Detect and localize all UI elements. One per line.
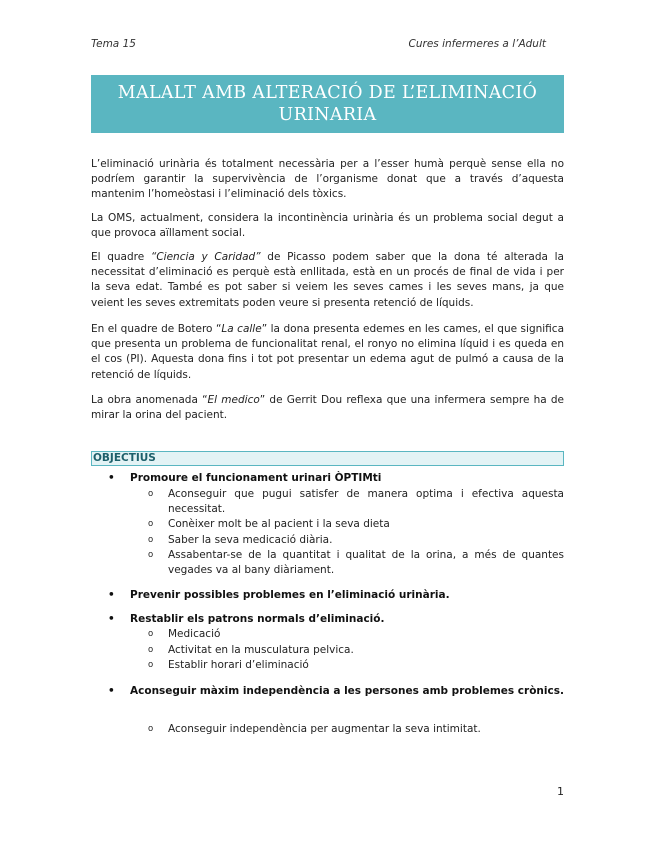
picasso-text-pre: El quadre — [91, 251, 151, 263]
objective-subitem: o Assabentar-se de la quantitat i qualitat de la orina, a més de quantes vegades va al bany diàriament. — [168, 548, 564, 578]
objective-item: • Restablir els patrons normals d’eliminació. — [130, 611, 564, 628]
objective-subitem: o Saber la seva medicació diària. — [168, 533, 564, 548]
dou-artwork-title: El medico — [207, 394, 260, 406]
dou-text-pre: La obra anomenada “ — [91, 394, 208, 406]
objective-item: • Aconseguir màxim independència a les persones amb problemes crònics. — [130, 683, 564, 700]
picasso-paragraph — [91, 250, 564, 311]
botero-paragraph — [91, 322, 564, 383]
intro-paragraph: L’eliminació urinària és totalment necessària per a l’esser humà perquè sense ella no podríem garantir la supervivència de l’organisme donat que a través d’aquesta mantenim l’homeòstasi i l’eliminació dels tòxics. — [91, 158, 564, 201]
objective-item: • Prevenir possibles problemes en l’eliminació urinària. — [130, 587, 564, 604]
oms-paragraph: La OMS, actualment, considera la incontinència urinària és un problema social degut a que provoca aïllament social. — [91, 212, 564, 240]
objective-subitem: o Aconseguir independència per augmentar la seva intimitat. — [168, 722, 564, 737]
dou-paragraph — [91, 393, 564, 423]
objective-subitem: o Establir horari d’eliminació — [168, 658, 564, 673]
botero-text-pre: En el quadre de Botero “ — [91, 323, 222, 335]
page-number: 1 — [557, 785, 564, 798]
objective-subitem: o Activitat en la musculatura pelvica. — [168, 643, 564, 658]
objective-subitem: o Medicació — [168, 627, 564, 642]
dou-text-post: ” de Gerrit Dou reflexa que una infermera sempre ha de mirar la orina del pacient. — [91, 394, 565, 422]
picasso-text-post: de Picasso podem saber que la dona té alterada la necessitat d’eliminació es perquè està enllitada, està en un procés de final de vida i per la seva edat. També es pot saber si veiem les seves cames i les seves mans, ja que veient les seves extremitats poden veure si presenta retenció de líquids. — [91, 251, 564, 309]
botero-artwork-title: La calle — [221, 323, 262, 335]
objective-item: • Promoure el funcionament urinari ÒPTIMti — [130, 470, 564, 487]
objective-subitem: o Aconseguir que pugui satisfer de manera optima i efectiva aquesta necessitat. — [168, 487, 564, 517]
objectius-heading: OBJECTIUS — [91, 451, 564, 466]
objective-subitem: o Conèixer molt be al pacient i la seva dieta — [168, 517, 564, 532]
botero-text-post: ” la dona presenta edemes en les cames, el que significa que presenta un problema de funcionalitat renal, el ronyo no elimina líquid i es queda en el cos (PI). Aquesta dona fins i tot pot presentar un edema agut de pulmó a causa de la retenció de líquids. — [91, 323, 565, 381]
page-title: MALALT AMB ALTERACIÓ DE L’ELIMINACIÓ URINARIA — [91, 75, 564, 133]
picasso-artwork-title: “Ciencia y Caridad” — [150, 251, 261, 263]
header-course: Cures infermeres a l’Adult — [408, 38, 546, 50]
header-topic: Tema 15 — [91, 38, 136, 50]
